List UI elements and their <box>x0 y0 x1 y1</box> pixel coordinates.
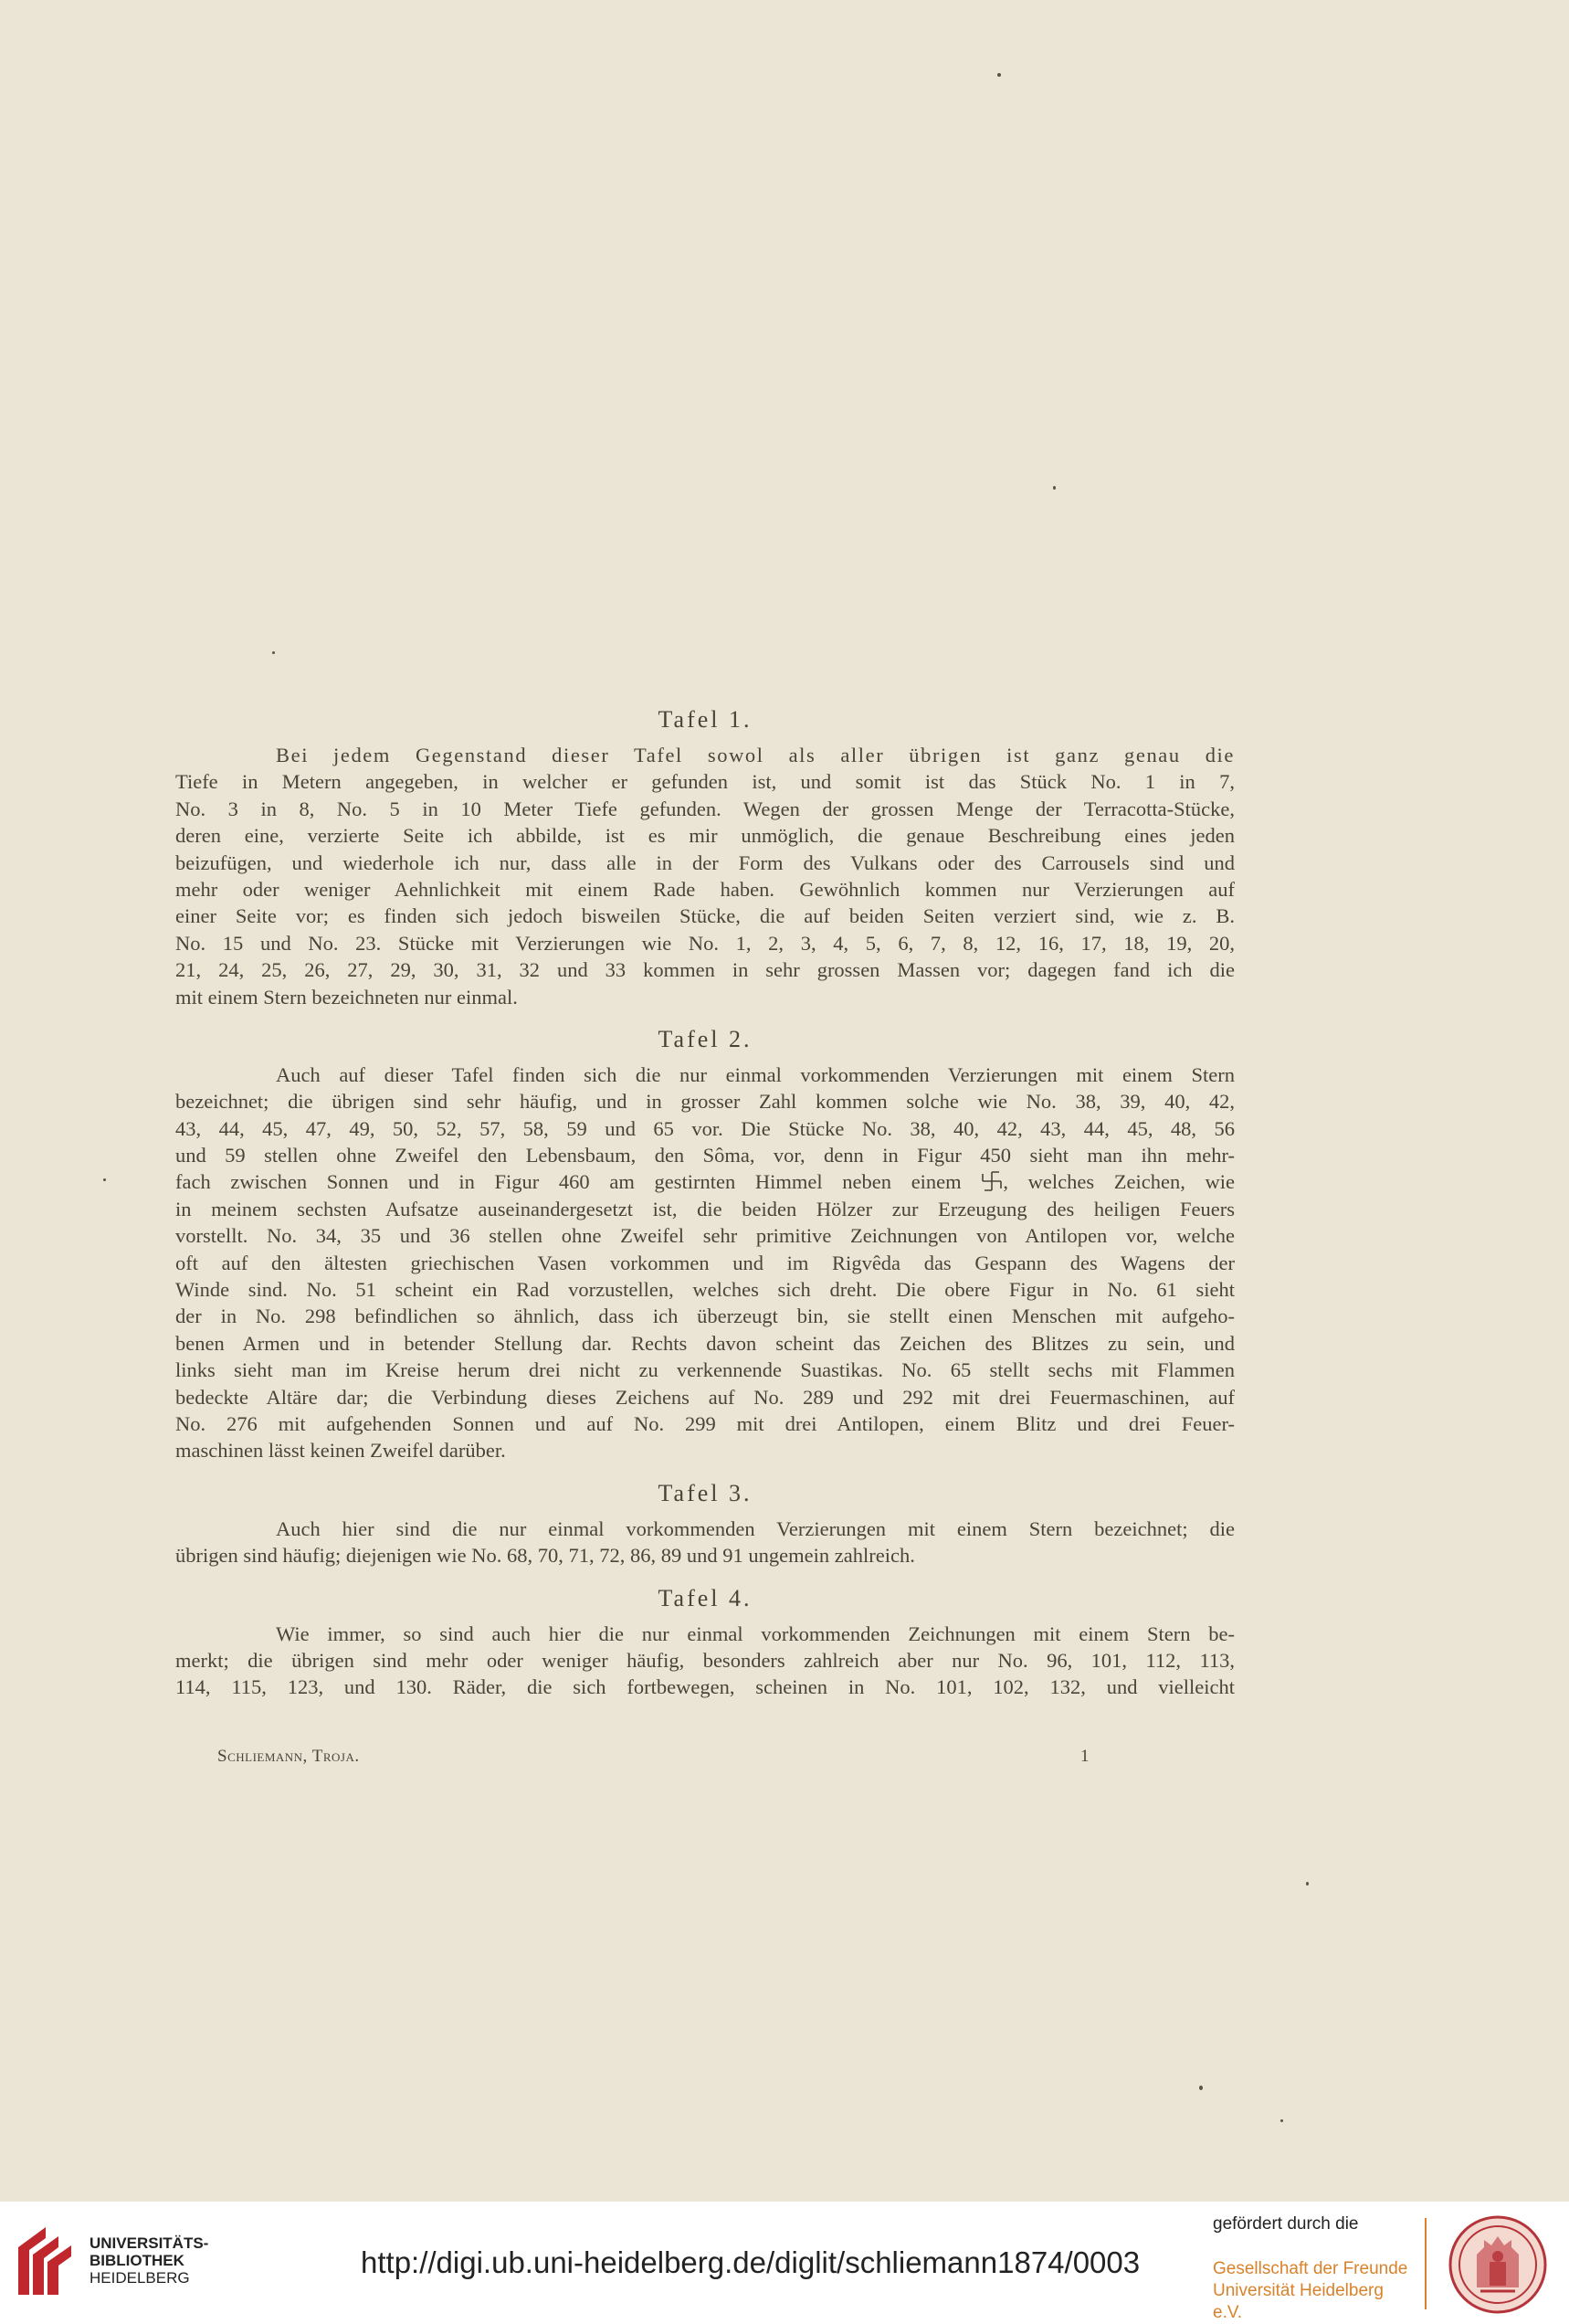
section-paragraph-tafel-3 <box>175 1516 1235 1569</box>
text-line: vorstellt. No. 34, 35 und 36 stellen ohne Zweifel sehr primitive Zeichnungen von Antilopen vor, welche <box>175 1224 1235 1248</box>
text-line: Auch auf dieser Tafel finden sich die nur einmal vorkommenden Verzierungen mit einem Stern <box>276 1062 1235 1086</box>
text-line: No. 276 mit aufgehenden Sonnen und auf No. 299 mit drei Antilopen, einem Blitz und drei Feuer- <box>175 1411 1235 1435</box>
library-name-line: UNIVERSITÄTS- <box>90 2234 209 2252</box>
text-line: bezeichnet; die übrigen sind sehr häufig, und in grosser Zahl kommen solche wie No. 38, 39, 40, 42, <box>175 1090 1235 1114</box>
text-line: 114, 115, 123, und 130. Räder, die sich fortbewegen, scheinen in No. 101, 102, 132, und vielleicht <box>175 1675 1235 1699</box>
text-line: der in No. 298 befindlichen so ähnlich, dass ich überzeugt bin, sie stellt einen Menschen mit aufgeho- <box>175 1305 1235 1328</box>
text-line: mit einem Stern bezeichneten nur einmal. <box>175 985 518 1009</box>
text-line: und 59 stellen ohne Zweifel den Lebensbaum, den Sôma, vor, denn in Figur 450 sieht man ihn mehr- <box>175 1144 1235 1167</box>
paper-speck <box>1199 2086 1203 2090</box>
section-paragraph-tafel-2 <box>175 1062 1235 1464</box>
digitization-banner <box>0 2202 1569 2322</box>
swastika-symbol-icon <box>981 1170 1003 1192</box>
paper-speck <box>103 1178 106 1181</box>
section-heading-tafel-1: Tafel 1. <box>658 706 753 733</box>
text-line: beizufügen, und wiederhole ich nur, dass alle in der Form des Vulkans oder des Carrousels sind und <box>175 850 1235 874</box>
banner-divider <box>1425 2218 1427 2309</box>
text-line: merkt; die übrigen sind mehr oder weniger häufig, besonders zahlreich aber nur No. 96, 101, 112, 113, <box>175 1648 1235 1672</box>
library-name-line: HEIDELBERG <box>90 2269 190 2287</box>
library-name-line: BIBLIOTHEK <box>90 2252 184 2269</box>
text-line-with-symbol <box>175 1168 1235 1195</box>
section-paragraph-tafel-1 <box>175 742 1235 1010</box>
university-library-name <box>90 2234 208 2287</box>
text-line: Bei jedem Gegenstand dieser Tafel sowol als aller übrigen ist ganz genau die <box>276 744 1235 766</box>
text-line: maschinen lässt keinen Zweifel darüber. <box>175 1439 506 1463</box>
section-paragraph-tafel-4 <box>175 1621 1235 1701</box>
text-line: No. 15 und No. 23. Stücke mit Verzierungen wie No. 1, 2, 3, 4, 5, 6, 7, 8, 12, 16, 17, 18, 19, 20, <box>175 931 1235 955</box>
society-name-line: Gesellschaft der Freunde <box>1213 2259 1408 2278</box>
text-line: oft auf den ältesten griechischen Vasen vorkommen und im Rigvêda das Gespann des Wagens der <box>175 1251 1235 1274</box>
text-line: mehr oder weniger Aehnlichkeit mit einem Rade haben. Gewöhnlich kommen nur Verzierungen auf <box>175 877 1235 901</box>
text-line: übrigen sind häufig; diejenigen wie No. 68, 70, 71, 72, 86, 89 und 91 ungemein zahlreich. <box>175 1544 915 1568</box>
page-number: 1 <box>1080 1747 1090 1766</box>
paper-speck <box>997 73 1001 77</box>
text-line: einer Seite vor; es finden sich jedoch bisweilen Stücke, die auf beiden Seiten verziert sind, wie z. B. <box>175 904 1235 928</box>
text-line: Tiefe in Metern angegeben, in welcher er gefunden ist, und somit ist das Stück No. 1 in 7, <box>175 770 1235 794</box>
society-name <box>1213 2258 1414 2324</box>
text-line: benen Armen und in betender Stellung dar. Rechts davon scheint das Zeichen des Blitzes zu sein, und <box>175 1331 1235 1355</box>
text-line: bedeckte Altäre dar; die Verbindung dieses Zeichens auf No. 289 und 292 mit drei Feuermaschinen, auf <box>175 1385 1235 1409</box>
society-name-line: Universität Heidelberg e.V. <box>1213 2281 1384 2322</box>
text-line: 43, 44, 45, 47, 49, 50, 52, 57, 58, 59 und 65 vor. Die Stücke No. 38, 40, 42, 43, 44, 45, 48, 56 <box>175 1116 1235 1140</box>
text-line: No. 3 in 8, No. 5 in 10 Meter Tiefe gefunden. Wegen der grossen Menge der Terracotta-Stücke, <box>175 797 1235 820</box>
section-heading-tafel-4: Tafel 4. <box>658 1584 753 1611</box>
university-seal-icon <box>1448 2214 1548 2315</box>
paper-speck <box>272 651 275 654</box>
text-line-part: fach zwischen Sonnen und in Figur 460 am gestirnten Himmel neben einem <box>175 1170 962 1194</box>
text-line: Wie immer, so sind auch hier die nur einmal vorkommenden Zeichnungen mit einem Stern be- <box>276 1622 1235 1645</box>
text-line: 21, 24, 25, 26, 27, 29, 30, 31, 32 und 33 kommen in sehr grossen Massen vor; dagegen fand ich die <box>175 958 1235 982</box>
text-line: deren eine, verzierte Seite ich abbilde, ist es mir unmöglich, die genaue Beschreibung eines jeden <box>175 824 1235 848</box>
paper-speck <box>1306 1882 1309 1886</box>
paper-speck <box>1053 486 1056 490</box>
section-heading-tafel-2: Tafel 2. <box>658 1025 753 1052</box>
text-line-part: , welches Zeichen, wie <box>1003 1170 1235 1194</box>
funded-by-label: gefördert durch die <box>1213 2214 1359 2234</box>
section-heading-tafel-3: Tafel 3. <box>658 1479 753 1506</box>
paper-speck <box>1280 2119 1283 2122</box>
university-library-logo-icon <box>13 2220 77 2302</box>
text-line: Winde sind. No. 51 scheint ein Rad vorzustellen, welches sich dreht. Die obere Figur in No. 61 sieht <box>175 1278 1235 1302</box>
signature-mark: Schliemann, Troja. <box>217 1747 360 1766</box>
digital-copy-link[interactable]: http://digi.ub.uni-heidelberg.de/diglit/schliemann1874/0003 <box>361 2245 1141 2279</box>
page-footer <box>217 1747 1131 1767</box>
text-line: in meinem sechsten Aufsatze auseinandergesetzt ist, die beiden Hölzer zur Erzeugung des heiligen Feuers <box>175 1197 1235 1220</box>
text-line: links sieht man im Kreise herum drei nicht zu verkennende Suastikas. No. 65 stellt sechs mit Flammen <box>175 1358 1235 1382</box>
text-line: Auch hier sind die nur einmal vorkommenden Verzierungen mit einem Stern bezeichnet; die <box>276 1516 1235 1540</box>
page-body-text <box>175 703 1235 1701</box>
